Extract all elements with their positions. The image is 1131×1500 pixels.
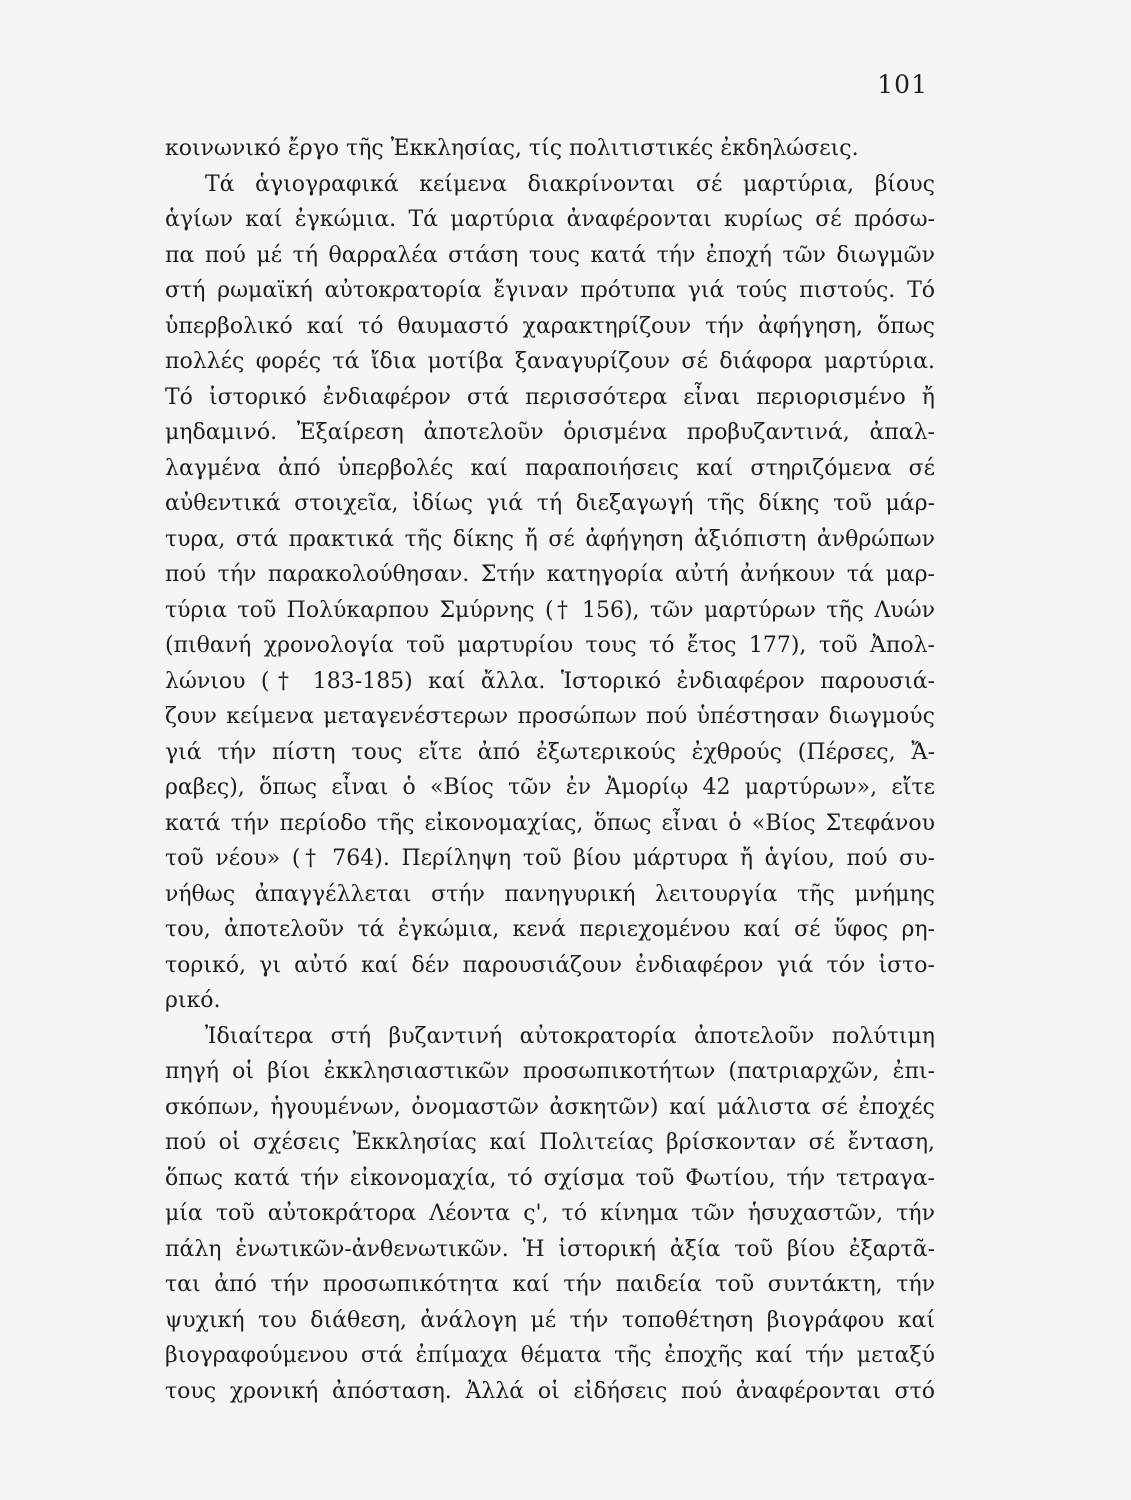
text-line: ρικό. xyxy=(165,988,221,1013)
text-line: κοινωνικό ἔργο τῆς Ἐκκλησίας, τίς πολιτιστικές ἐκδηλώσεις. xyxy=(165,136,859,161)
text-line: τύρια τοῦ Πολύκαρπου Σμύρνης († 156), τῶν μαρτύρων τῆς Λυών xyxy=(165,597,935,623)
text-line: πάλη ἑνωτικῶν-ἀνθενωτικῶν. Ἡ ἱστορική ἀξία τοῦ βίου ἐξαρτᾶ- xyxy=(165,1236,935,1262)
text-line: λαγμένα ἀπό ὑπερβολές καί παραποιήσεις καί στηριζόμενα σέ xyxy=(165,455,935,481)
text-line: τοῦ νέου» († 764). Περίληψη τοῦ βίου μάρτυρα ἤ ἁγίου, πού συ- xyxy=(165,846,935,871)
text-line: νήθως ἀπαγγέλλεται στήν πανηγυρική λειτουργία τῆς μνήμης xyxy=(165,881,935,907)
text-line: ραβες), ὅπως εἶναι ὁ «Βίος τῶν ἐν Ἀμορίῳ 42 μαρτύρων», εἴτε xyxy=(165,775,935,800)
text-line: κατά τήν περίοδο τῆς εἰκονομαχίας, ὅπως εἶναι ὁ «Βίος Στεφάνου xyxy=(165,810,935,836)
text-line: πού τήν παρακολούθησαν. Στήν κατηγορία αὐτή ἀνήκουν τά μαρ- xyxy=(165,562,935,587)
text-line: γιά τήν πίστη τους εἴτε ἀπό ἐξωτερικούς ἐχθρούς (Πέρσες, Ἄ- xyxy=(165,739,935,765)
text-line: (πιθανή χρονολογία τοῦ μαρτυρίου τους τό ἔτος 177), τοῦ Ἀπολ- xyxy=(165,633,935,658)
text-line: του, ἀποτελοῦν τά ἐγκώμια, κενά περιεχομένου καί σέ ὕφος ρη- xyxy=(165,917,935,942)
text-line: ζουν κείμενα μεταγενέστερων προσώπων πού ὑπέστησαν διωγμούς xyxy=(165,704,935,729)
text-line: βιογραφούμενου στά ἐπίμαχα θέματα τῆς ἐποχῆς καί τήν μεταξύ xyxy=(165,1343,935,1368)
text-line: πού οἱ σχέσεις Ἐκκλησίας καί Πολιτείας βρίσκονταν σέ ἔνταση, xyxy=(165,1130,935,1155)
page-number: 101 xyxy=(877,70,928,99)
text-line: τυρα, στά πρακτικά τῆς δίκης ἤ σέ ἀφήγηση ἀξιόπιστη ἀνθρώπων xyxy=(165,526,935,552)
text-line: πολλές φορές τά ἴδια μοτίβα ξαναγυρίζουν σέ διάφορα μαρτύρια. xyxy=(165,349,935,374)
text-line: λώνιου († 183-185) καί ἄλλα. Ἱστορικό ἐνδιαφέρον παρουσιά- xyxy=(165,668,935,694)
text-line: ἁγίων καί ἐγκώμια. Τά μαρτύρια ἀναφέρονται κυρίως σέ πρόσω- xyxy=(165,207,935,232)
text-line: στή ρωμαϊκή αὐτοκρατορία ἔγιναν πρότυπα γιά τούς πιστούς. Τό xyxy=(165,278,935,303)
text-line: αὐθεντικά στοιχεῖα, ἰδίως γιά τή διεξαγωγή τῆς δίκης τοῦ μάρ- xyxy=(165,491,935,516)
text-line: ψυχική του διάθεση, ἀνάλογη μέ τήν τοποθέτηση βιογράφου καί xyxy=(165,1307,935,1333)
text-line: μηδαμινό. Ἐξαίρεση ἀποτελοῦν ὁρισμένα προβυζαντινά, ἀπαλ- xyxy=(165,420,935,445)
text-line: ὅπως κατά τήν εἰκονομαχία, τό σχίσμα τοῦ Φωτίου, τήν τετραγα- xyxy=(165,1165,935,1191)
text-line: ὑπερβολικό καί τό θαυμαστό χαρακτηρίζουν τήν ἀφήγηση, ὅπως xyxy=(165,313,935,339)
text-line: σκόπων, ἡγουμένων, ὀνομαστῶν ἀσκητῶν) καί μάλιστα σέ ἐποχές xyxy=(165,1094,935,1120)
text-line: μία τοῦ αὐτοκράτορα Λέοντα ς', τό κίνημα τῶν ἡσυχαστῶν, τήν xyxy=(165,1201,935,1226)
text-line: Ἰδιαίτερα στή βυζαντινή αὐτοκρατορία ἀποτελοῦν πολύτιμη xyxy=(205,1023,935,1049)
text-line: πηγή οἱ βίοι ἐκκλησιαστικῶν προσωπικοτήτων (πατριαρχῶν, ἐπι- xyxy=(165,1059,935,1084)
text-line: τους χρονική ἀπόσταση. Ἀλλά οἱ εἰδήσεις πού ἀναφέρονται στό xyxy=(165,1378,935,1404)
text-line: Τά ἁγιογραφικά κείμενα διακρίνονται σέ μαρτύρια, βίους xyxy=(205,171,935,197)
body-text xyxy=(165,131,935,1409)
text-line: πα πού μέ τή θαρραλέα στάση τους κατά τήν ἐποχή τῶν διωγμῶν xyxy=(165,242,935,268)
text-line: τορικό, γι αὐτό καί δέν παρουσιάζουν ἐνδιαφέρον γιά τόν ἱστο- xyxy=(165,952,935,978)
text-line: Τό ἱστορικό ἐνδιαφέρον στά περισσότερα εἶναι περιορισμένο ἤ xyxy=(165,384,935,410)
text-line: ται ἀπό τήν προσωπικότητα καί τήν παιδεία τοῦ συντάκτη, τήν xyxy=(165,1272,935,1297)
